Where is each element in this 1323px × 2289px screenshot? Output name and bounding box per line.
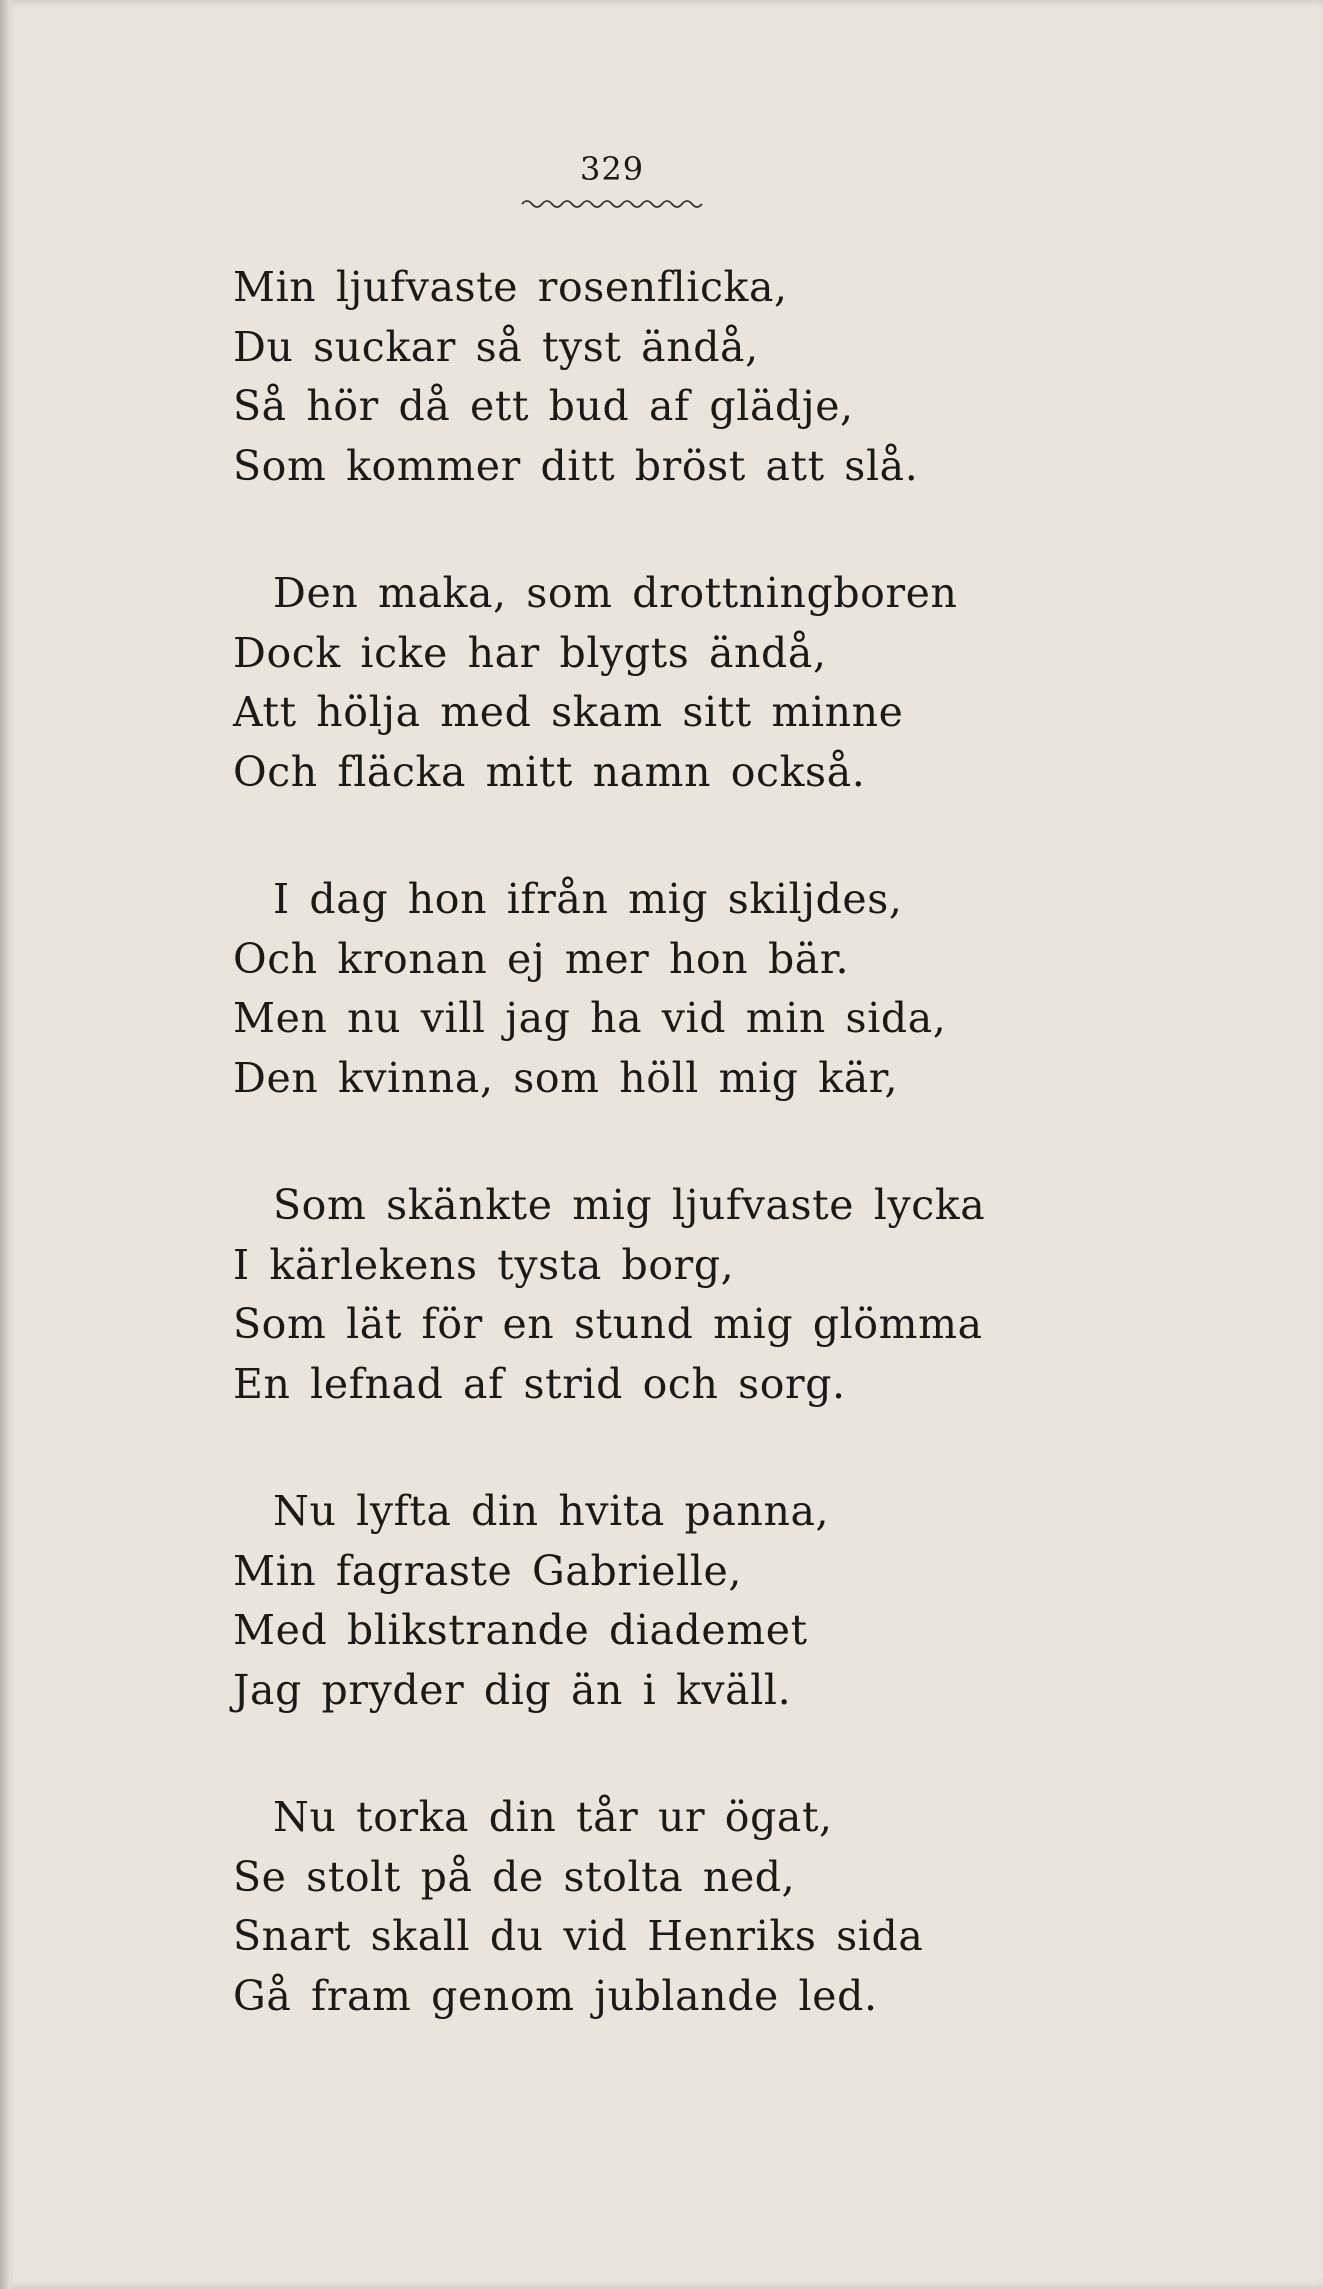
poem-line: Se stolt på de stolta ned, [233, 1852, 796, 1901]
stanza-4 [233, 1176, 1233, 1414]
poem-line: Som skänkte mig ljufvaste lycka [273, 1181, 986, 1229]
poem-line: Min ljufvaste rosenflicka, [233, 263, 788, 311]
page-number: 329 [580, 150, 645, 188]
poem-line: Min fagraste Gabrielle, [233, 1546, 742, 1595]
poem-line: I kärlekens tysta borg, [233, 1240, 735, 1289]
poem-line: Den maka, som drottningboren [273, 569, 958, 617]
stanza-5 [233, 1482, 1233, 1720]
poem-line: Och fläcka mitt namn också. [233, 747, 866, 796]
poem-line: Dock icke har blygts ändå, [233, 628, 827, 677]
stanza-2 [233, 564, 1233, 802]
poem-line: Att hölja med skam sitt minne [233, 688, 904, 736]
poem-line: Med blikstrande diademet [233, 1606, 808, 1654]
wavy-ornament-icon [520, 197, 710, 211]
poem-line: Du suckar så tyst ändå, [233, 322, 759, 371]
poem-line: Gå fram genom jublande led. [233, 1971, 878, 2020]
poem-line: Jag pryder dig än i kväll. [233, 1665, 792, 1714]
poem-line: Nu torka din tår ur ögat, [273, 1793, 833, 1841]
stanza-1 [233, 258, 1233, 496]
stanza-6 [233, 1788, 1233, 2026]
poem-line: En lefnad af strid och sorg. [233, 1359, 846, 1408]
poem-line: Som kommer ditt bröst att slå. [233, 441, 919, 490]
poem-line: Nu lyfta din hvita panna, [273, 1487, 830, 1535]
poem-line: Men nu vill jag ha vid min sida, [233, 994, 947, 1042]
poem-line: I dag hon ifrån mig skiljdes, [273, 875, 903, 923]
poem-line: Snart skall du vid Henriks sida [233, 1912, 924, 1960]
poem-line: Som lät för en stund mig glömma [233, 1300, 983, 1348]
poem-line: Den kvinna, som höll mig kär, [233, 1053, 899, 1102]
poem-line: Så hör då ett bud af glädje, [233, 382, 854, 430]
stanza-3 [233, 870, 1233, 1108]
poem-line: Och kronan ej mer hon bär. [233, 934, 850, 983]
poem [233, 258, 1233, 2094]
